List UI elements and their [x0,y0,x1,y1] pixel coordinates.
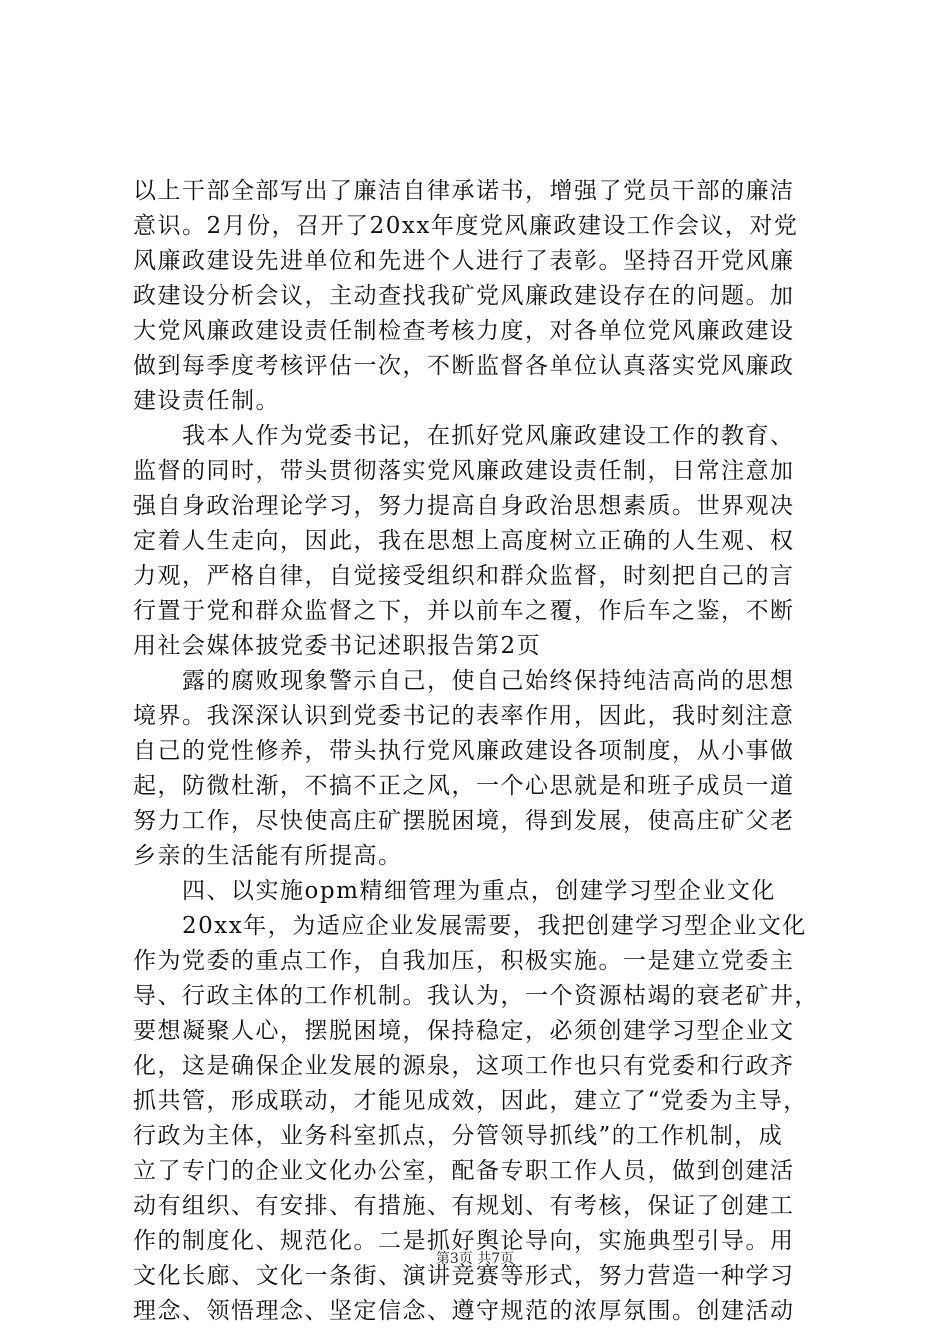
text-line: 强自身政治理论学习，努力提高自身政治思想素质。世界观决 [133,493,795,519]
text-line: 以上干部全部写出了廉洁自律承诺书，增强了党员干部的廉洁 [133,178,795,204]
text-line: 建设责任制。 [133,388,280,414]
text-line: 动有组织、有安排、有措施、有规划、有考核，保证了创建工 [133,1193,795,1219]
text-line: 做到每季度考核评估一次，不断监督各单位认真落实党风廉政 [133,353,795,379]
text-line: 意识。2月份，召开了20xx年度党风廉政建设工作会议，对党 [133,213,799,239]
text-line: 行置于党和群众监督之下，并以前车之覆，作后车之鉴，不断 [133,598,795,624]
text-line: 行政为主体，业务科室抓点，分管领导抓线”的工作机制，成 [133,1123,784,1149]
text-line: 用社会媒体披党委书记述职报告第2页 [133,633,542,659]
text-line: 监督的同时，带头贯彻落实党风廉政建设责任制，日常注意加 [133,458,795,484]
page-footer: 第3页 共7页 [435,1251,515,1267]
text-line: 四、以实施opm精细管理为重点，创建学习型企业文化 [133,878,776,904]
text-line: 要想凝聚人心，摆脱困境，保持稳定，必须创建学习型企业文 [133,1018,795,1044]
text-line: 力观，严格自律，自觉接受组织和群众监督，时刻把自己的言 [133,563,795,589]
text-line: 文化长廊、文化一条街、演讲竞赛等形式，努力营造一种学习 [133,1263,795,1289]
text-line: 政建设分析会议，主动查找我矿党风廉政建设存在的问题。加 [133,283,795,309]
text-line: 起，防微杜渐，不搞不正之风，一个心思就是和班子成员一道 [133,773,795,799]
text-line: 境界。我深深认识到党委书记的表率作用，因此，我时刻注意 [133,703,795,729]
text-line: 理念、领悟理念、坚定信念、遵守规范的浓厚氛围。创建活动 [133,1298,795,1324]
text-line: 抓共管，形成联动，才能见成效，因此，建立了“党委为主导， [133,1088,808,1114]
text-line: 立了专门的企业文化办公室，配备专职工作人员，做到创建活 [133,1158,795,1184]
text-line: 20xx年，为适应企业发展需要，我把创建学习型企业文化 [133,913,807,939]
body-text [133,174,833,1329]
text-line: 风廉政建设先进单位和先进个人进行了表彰。坚持召开党风廉 [133,248,795,274]
text-line: 作为党委的重点工作，自我加压，积极实施。一是建立党委主 [133,948,795,974]
text-line: 我本人作为党委书记，在抓好党风廉政建设工作的教育、 [133,423,795,449]
text-line: 定着人生走向，因此，我在思想上高度树立正确的人生观、权 [133,528,795,554]
text-line: 化，这是确保企业发展的源泉，这项工作也只有党委和行政齐 [133,1053,795,1079]
text-line: 导、行政主体的工作机制。我认为，一个资源枯竭的衰老矿井， [133,983,819,1009]
text-line: 乡亲的生活能有所提高。 [133,843,403,869]
text-line: 自己的党性修养，带头执行党风廉政建设各项制度，从小事做 [133,738,795,764]
text-line: 努力工作，尽快使高庄矿摆脱困境，得到发展，使高庄矿父老 [133,808,795,834]
text-line: 大党风廉政建设责任制检查考核力度，对各单位党风廉政建设 [133,318,795,344]
text-line: 作的制度化、规范化。二是抓好舆论导向，实施典型引导。用 [133,1228,795,1254]
text-line: 露的腐败现象警示自己，使自己始终保持纯洁高尚的思想 [133,668,795,694]
